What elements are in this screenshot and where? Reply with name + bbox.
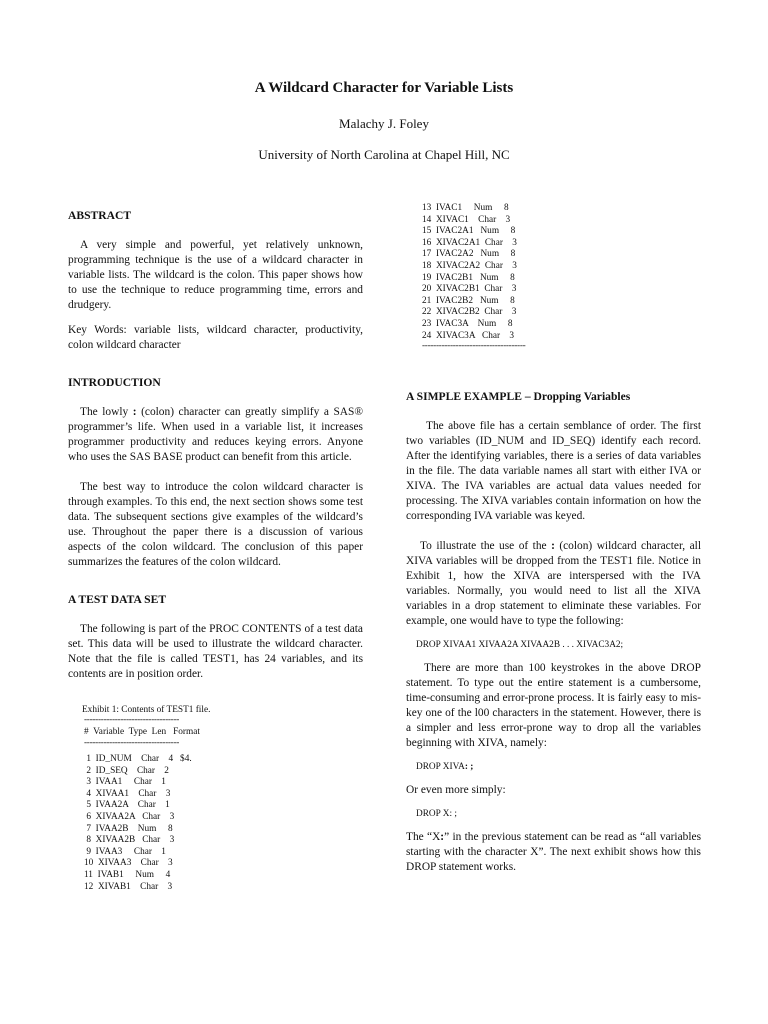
table-row: 14 XIVAC1 Char 3 — [422, 214, 511, 225]
author-affiliation: University of North Carolina at Chapel Hill, NC — [258, 147, 510, 162]
example-paragraph-2 — [406, 539, 701, 629]
table-row: 15 IVAC2A1 Num 8 — [422, 226, 516, 237]
code-drop-long: DROP XIVAA1 XIVAA2A XIVAA2B . . . XIVAC3A2; — [416, 640, 624, 651]
left-column — [68, 208, 363, 893]
author-name: Malachy J. Foley — [339, 116, 429, 131]
table-row: 4 XIVAA1 Char 3 — [84, 788, 171, 799]
table-row: 24 XIVAC3A Char 3 — [422, 330, 515, 341]
simple-example-heading-sub: – Dropping Variables — [521, 390, 631, 404]
example-p5-end: ” in the previous statement can be read as “all variables starting with the character X”. The next exhibit shows how this DROP statement works. — [406, 831, 701, 874]
table-row: 19 IVAC2B1 Num 8 — [422, 272, 515, 283]
table-row: 12 XIVAB1 Char 3 — [84, 881, 173, 892]
abstract-heading: ABSTRACT — [68, 209, 132, 222]
table-row: 20 XIVAC2B1 Char 3 — [422, 284, 517, 295]
introduction-heading: INTRODUCTION — [68, 376, 161, 389]
intro-paragraph-1 — [68, 405, 363, 465]
exhibit-rule-top: ---------------------------------- — [84, 715, 180, 725]
table-row: 9 IVAA3 Char 1 — [84, 846, 166, 857]
test-data-paragraph: The following is part of the PROC CONTENTS of a test data set. This data will be used to illustrate the wildcard character. Note that the file is called TEST1, has 24 variables, and its contents are in position order. — [68, 623, 363, 680]
exhibit-rule-end: ------------------------------------- — [422, 341, 526, 352]
code-drop-xiva-colon: : ; — [464, 762, 474, 773]
example-p5-start: The “X — [406, 831, 441, 844]
paper-title: A Wildcard Character for Variable Lists — [254, 80, 514, 96]
intro-p1-end: (colon) character can greatly simplify a SAS® programmer’s life. When used in a variable list, it increases programmer productivity and reduces keying errors. Anyone who uses the SAS BASE product can benefit from this article. — [68, 406, 363, 463]
example-p2-start: To illustrate the use of the — [420, 540, 552, 553]
table-row: 8 XIVAA2B Char 3 — [84, 835, 175, 846]
keywords: Key Words: variable lists, wildcard character, productivity, colon wildcard character — [68, 324, 363, 351]
exhibit-column-header: # Variable Type Len Format — [84, 727, 200, 737]
example-paragraph-3: There are more than 100 keystrokes in the above DROP statement. To type out the entire statement is a cumbersome, time-consuming and error-prone process. It is fairly easy to mis-key one of the l00 characters in the statement. However, there is a simpler and less error-prone way to drop all the variables beginning with XIVA, namely: — [406, 662, 701, 750]
code-drop-xiva-start: DROP XIVA — [416, 762, 465, 773]
table-row: 5 IVAA2A Char 1 — [84, 800, 170, 811]
example-colon: : — [551, 540, 555, 553]
table-row: 1 ID_NUM Char 4 $4. — [84, 754, 192, 764]
table-row: 3 IVAA1 Char 1 — [84, 777, 166, 788]
example-paragraph-1: The above file has a certain semblance of order. The first two variables (ID_NUM and ID_SEQ) identify each record. After the identifying variables, there is a series of data variables in the file. The data variable names all start with either IVA or XIVA. The IVA variables are actual data values needed for processing. The XIVA variables contain information on how the corresponding IVA variable was keyed. — [406, 420, 701, 523]
table-row: 10 XIVAA3 Char 3 — [84, 858, 173, 869]
code-drop-x: DROP X: ; — [416, 809, 457, 820]
abstract-body: A very simple and powerful, yet relatively unknown, programming technique is the use of a wildcard character in variable lists. The wildcard is the colon. This paper shows how to use the technique to reduce programming time, errors and drudgery. — [68, 239, 363, 311]
exhibit-1-title: Exhibit 1: Contents of TEST1 file. — [82, 705, 211, 715]
table-row: 23 IVAC3A Num 8 — [422, 318, 513, 329]
simple-example-heading — [406, 389, 701, 404]
table-row: 16 XIVAC2A1 Char 3 — [422, 237, 517, 248]
table-row: 21 IVAC2B2 Num 8 — [422, 295, 515, 306]
example-paragraph-4: Or even more simply: — [406, 784, 506, 797]
right-column — [406, 203, 701, 875]
simple-example-heading-main: A SIMPLE EXAMPLE — [406, 390, 522, 404]
intro-colon: : — [132, 406, 137, 418]
table-row: 7 IVAA2B Num 8 — [84, 823, 173, 834]
exhibit-rule-header: ---------------------------------- — [84, 738, 180, 748]
table-row: 17 IVAC2A2 Num 8 — [422, 249, 516, 260]
table-row: 6 XIVAA2A Char 3 — [84, 811, 175, 822]
table-row: 2 ID_SEQ Char 2 — [84, 765, 169, 776]
table-row: 22 XIVAC2B2 Char 3 — [422, 307, 517, 318]
table-row: 18 XIVAC2A2 Char 3 — [422, 260, 517, 271]
code-drop-xiva — [406, 761, 701, 773]
example-paragraph-5 — [406, 830, 701, 875]
test-data-heading: A TEST DATA SET — [68, 593, 167, 606]
intro-paragraph-2: The best way to introduce the colon wildcard character is through examples. To this end, the next section shows some test data. The subsequent sections give examples of the wildcard’s use. Throughout the paper there is a discussion of various aspects of the colon wildcard. The conclusion of this paper summarizes the features of the colon wildcard. — [68, 481, 363, 568]
example-p5-colon: : — [440, 831, 445, 844]
intro-p1-start: The lowly — [80, 406, 133, 418]
table-row: 11 IVAB1 Num 4 — [84, 869, 171, 880]
example-p2-end: (colon) wildcard character, all XIVA variables will be dropped from the TEST1 file. Notice in Exhibit 1, how the XIVA are interspersed with the IVA variables. Normally, you would need to list all the XIVA variables in a drop statement to eliminate these variables. For example, one would have to type the following: — [406, 540, 701, 628]
table-row: 13 IVAC1 Num 8 — [422, 203, 509, 213]
